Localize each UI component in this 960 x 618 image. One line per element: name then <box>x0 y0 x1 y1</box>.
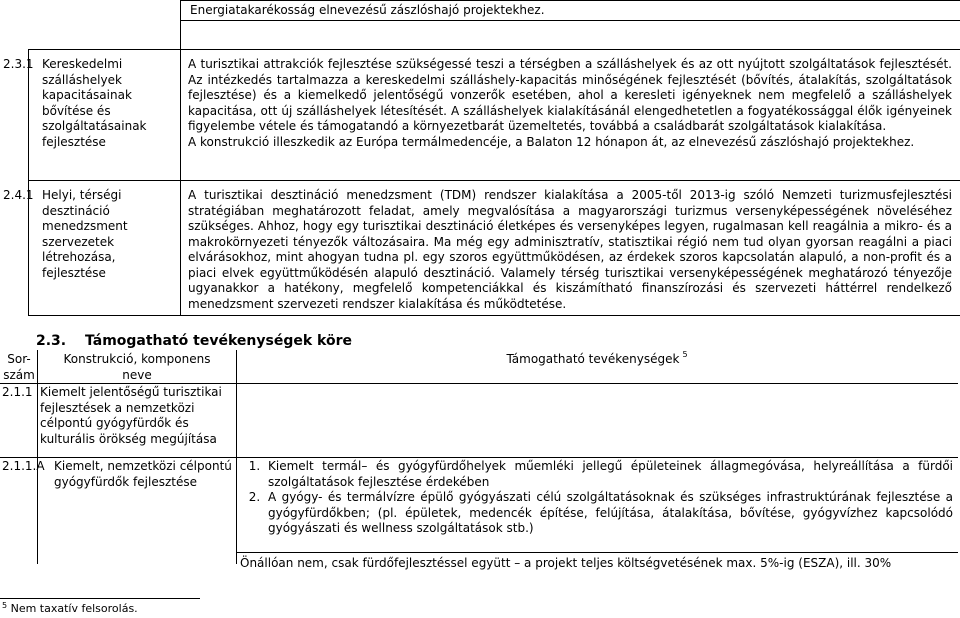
row-description: A turisztikai desztináció menedzsment (TDM) rendszer kialakítása a 2005-től 2013-ig szóló Nemzeti turizmusfejlesztési stratégiában meghatározott feladat, amely megvalósítása a magyarországi turizmus versenyképességének növeléséhez szükséges. Ahhoz, hogy egy turisztikai desztináció életképes és versenyképes legyen, rugalmasan kell reagálnia a mikro- és a makrokörnyezeti tényezők változásaira. Ma még egy adminisztratív, statisztikai régió nem tud olyan gyorsan reagálni a piaci elvárásokhoz, mint ahogyan tudna pl. egy szoros együttműködésen, az érdekek szoros kapcsolatán alapuló, a non-profit és a piaci elvek együttműködésén alapuló desztináció. Valamely térség turisztikai versenyképességének meghatározó tényezője ugyanakkor a hatékony, megfelelő kompetenciákkal és kiszámítható finanszírozási és szervezeti háttérrel rendelkező menedzsment szervezeti rendszer kialakítása és működtetése. <box>188 188 952 311</box>
row-name: Kiemelt, nemzetközi célpontú gyógyfürdők fejlesztése <box>54 459 232 489</box>
footnote <box>2 602 138 617</box>
header-construction-line1: Konstrukció, komponens <box>63 352 211 366</box>
header-num-line1: Sor- <box>7 352 31 366</box>
first-row-text: Energiatakarékosság elnevezésű zászlóshajó projektekhez. <box>190 3 545 17</box>
row-description <box>188 57 952 150</box>
header-activities <box>237 352 957 369</box>
row-number: 2.1.1 <box>2 385 33 399</box>
activities-list <box>238 459 953 537</box>
row-number: 2.1.1.A <box>2 459 45 473</box>
row-name: Kiemelt jelentőségű turisztikai fejlesztések a nemzetközi célpontú gyógyfürdők és kulturális örökség megújítása <box>40 385 222 446</box>
section-title: Támogatható tevékenységek köre <box>85 333 352 349</box>
row-title: Helyi, térségi desztináció menedzsment szervezetek létrehozása, fejlesztése <box>42 188 128 280</box>
row-title: Kereskedelmi szálláshelyek kapacitásainak bővítése és szolgáltatásainak fejlesztése <box>42 57 147 149</box>
description-paragraph: A konstrukció illeszkedik az Európa termálmedencéje, a Balaton 12 hónapon át, az elnevezésű zászlóshajó projektekhez. <box>188 134 915 149</box>
header-construction <box>38 352 236 383</box>
description-paragraph: A turisztikai attrakciók fejlesztése szükségessé teszi a térségben a szálláshelyek és az ott nyújtott szolgáltatások fejlesztését. Az intézkedés tartalmazza a kereskedelmi szálláshely-kapacitás minőségének fejlesztését (bővítés, átalakítás, szolgáltatások fejlesztése) és a kiemelkedő jelentőségű vonzerők esetében, ahol a keresleti igényeknek nem megfelelő a szálláshelyek kapacitása, ott új szálláshelyek létesítését. A szálláshelyek kialakításánál elengedhetetlen a fogyatékossággal élők igényeinek figyelembe vétele és támogatandó a környezetbarát üzemeltetés, továbbá a családbarát szolgáltatások kialakítása. <box>188 57 952 133</box>
footnote-marker: 5 <box>2 601 8 610</box>
activity-item: 1. Kiemelt termál– és gyógyfürdőhelyek műemléki jellegű épületeinek állagmegóvása, helyreállítása a fürdői szolgáltatások fejlesztése érdekében <box>264 459 953 490</box>
footnote-reference: 5 <box>682 350 688 359</box>
activity-item: 2. A gyógy- és termálvízre épülő gyógyászati célú szolgáltatásoknak és szükséges infrastruktúrának fejlesztése a gyógyfürdőkben; (pl. épületek, medencék építése, felújítása, átalakítása, bővítése, gyógyvízhez kapcsolódó gyógyászati és wellness szolgáltatások stb.) <box>264 490 953 537</box>
footnote-separator <box>0 598 200 599</box>
row-number: 2.3.1 <box>3 57 34 71</box>
activity-note: Önállóan nem, csak fürdőfejlesztéssel együtt – a projekt teljes költségvetésének max. 5%-ig (ESZA), ill. 30% <box>240 556 892 570</box>
header-construction-line2: neve <box>122 367 152 382</box>
section-heading <box>36 332 636 350</box>
row-number: 2.4.1 <box>3 188 34 202</box>
header-activities-label: Támogatható tevékenységek <box>506 352 680 366</box>
header-num-line2: szám <box>3 367 35 382</box>
section-number: 2.3. <box>36 333 67 349</box>
footnote-text: Nem taxatív felsorolás. <box>10 602 138 615</box>
header-num <box>2 352 36 383</box>
